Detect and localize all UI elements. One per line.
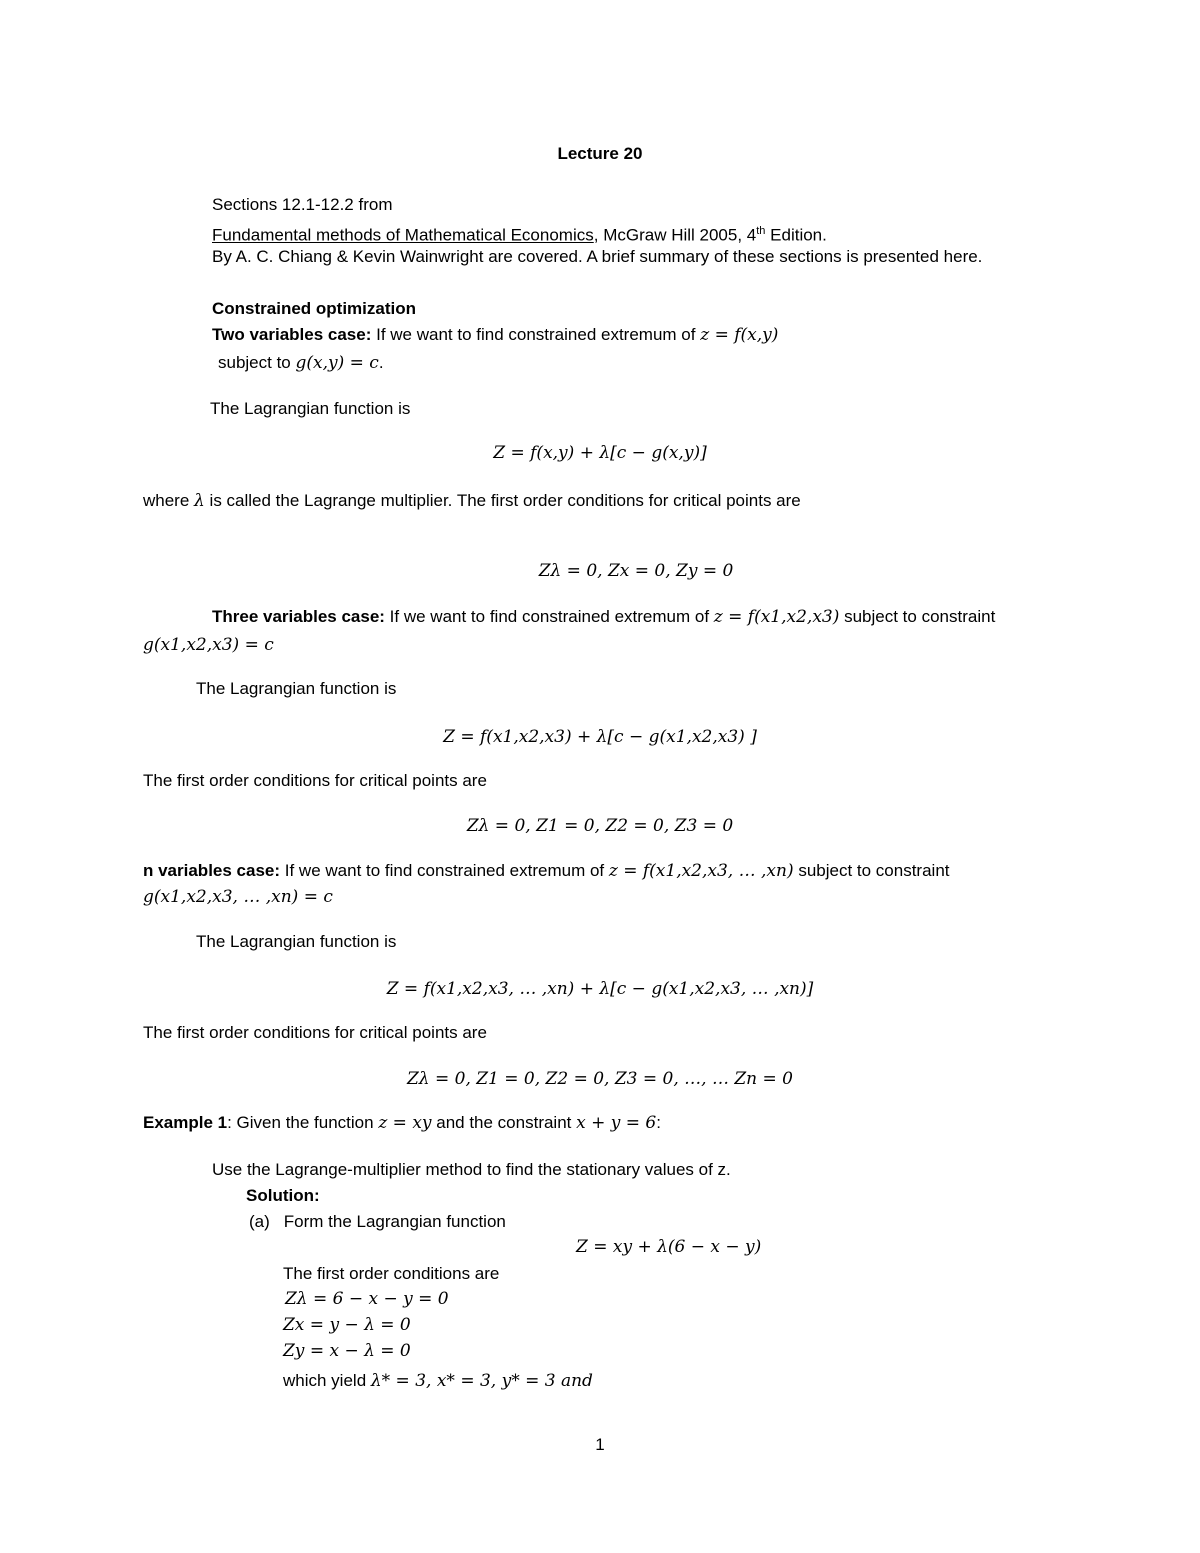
two-foc-equation: Zλ = 0, Zx = 0, Zy = 0 [538, 561, 734, 581]
example-yield [283, 1370, 593, 1392]
three-variable-objective: z = f(x1,x2,x3) [713, 607, 840, 627]
n-variable-objective: z = f(x1,x2,x3, … ,xn) [608, 861, 794, 881]
solution-heading: Solution: [246, 1186, 320, 1205]
two-lagrangian-intro: The Lagrangian function is [210, 399, 411, 418]
three-foc-intro: The first order conditions for critical points are [143, 771, 487, 790]
n-foc-intro: The first order conditions for critical points are [143, 1023, 487, 1042]
example-instruction: Use the Lagrange-multiplier method to find the stationary values of z. [212, 1160, 731, 1179]
book-title: Fundamental methods of Mathematical Economics [212, 225, 594, 245]
n-lagrangian-equation: Z = f(x1,x2,x3, … ,xn) + λ[c − g(x1,x2,x3, … ,xn)] [386, 979, 814, 999]
example-foc-x: Zx = y − λ = 0 [283, 1315, 411, 1335]
step-a-text: Form the Lagrangian function [283, 1212, 506, 1231]
example-foc-lambda: Zλ = 6 − x − y = 0 [285, 1289, 449, 1309]
intro-authors: By A. C. Chiang & Kevin Wainwright are covered. A brief summary of these sections is presented here. [212, 247, 983, 266]
where-post: is called the Lagrange multiplier. The first order conditions for critical points are [204, 491, 801, 510]
example-text: : Given the function [227, 1113, 379, 1132]
n-foc-equation: Zλ = 0, Z1 = 0, Z2 = 0, Z3 = 0, …, … Zn = 0 [406, 1069, 793, 1089]
example-constraint: x + y = 6 [576, 1113, 657, 1133]
n-variable-label: n variables case: [143, 861, 281, 880]
step-a [249, 1211, 506, 1233]
where-pre: where [143, 491, 195, 510]
yield-math: λ* = 3, x* = 3, y* = 3 and [370, 1371, 593, 1391]
edition-superscript: th [756, 225, 766, 237]
constraint-math: g(x,y) = c [295, 353, 379, 373]
lambda-symbol: λ [194, 491, 205, 511]
page-title: Lecture 20 [557, 144, 643, 163]
three-lagrangian-equation: Z = f(x1,x2,x3) + λ[c − g(x1,x2,x3) ] [443, 727, 757, 747]
publisher-text: , McGraw Hill 2005, 4 [593, 225, 757, 245]
three-variable-text: If we want to find constrained extremum of [384, 607, 714, 626]
subject-to-text: subject to [218, 353, 296, 372]
three-variable-constraint: g(x1,x2,x3) = c [143, 635, 274, 655]
two-variable-case [212, 324, 778, 346]
step-a-label: (a) [249, 1212, 270, 1231]
intro-sections: Sections 12.1-12.2 from [212, 195, 393, 214]
example-statement [143, 1112, 661, 1134]
yield-text: which yield [283, 1371, 371, 1390]
example-text2: and the constraint [431, 1113, 577, 1132]
example-foc-intro: The first order conditions are [283, 1264, 500, 1283]
two-lagrangian-equation: Z = f(x,y) + λ[c − g(x,y)] [493, 443, 707, 463]
constraint-end: . [378, 353, 384, 372]
page-number: 1 [595, 1435, 605, 1454]
example-foc-y: Zy = x − λ = 0 [283, 1341, 411, 1361]
n-lagrangian-intro: The Lagrangian function is [196, 932, 397, 951]
edition-text: Edition. [765, 225, 827, 245]
three-variable-text2: subject to constraint [839, 607, 996, 626]
two-variable-text: If we want to find constrained extremum of [371, 325, 701, 344]
n-variable-text2: subject to constraint [793, 861, 950, 880]
example-label: Example 1 [143, 1113, 228, 1132]
n-variable-constraint: g(x1,x2,x3, … ,xn) = c [143, 887, 333, 907]
n-variable-text: If we want to find constrained extremum of [280, 861, 609, 880]
section-heading-constrained: Constrained optimization [212, 299, 416, 318]
two-variable-label: Two variables case: [212, 325, 372, 344]
two-variable-constraint [218, 352, 384, 374]
n-variable-case [143, 860, 950, 882]
three-variable-label: Three variables case: [212, 607, 385, 626]
three-foc-equation: Zλ = 0, Z1 = 0, Z2 = 0, Z3 = 0 [466, 816, 734, 836]
example-lagrangian: Z = xy + λ(6 − x − y) [576, 1237, 762, 1257]
three-lagrangian-intro: The Lagrangian function is [196, 679, 397, 698]
example-end: : [656, 1113, 661, 1132]
two-variable-objective: z = f(x,y) [700, 325, 779, 345]
intro-book-reference [212, 220, 827, 247]
lagrange-multiplier-note [143, 490, 801, 512]
example-function: z = xy [378, 1113, 432, 1133]
three-variable-case [212, 606, 995, 628]
